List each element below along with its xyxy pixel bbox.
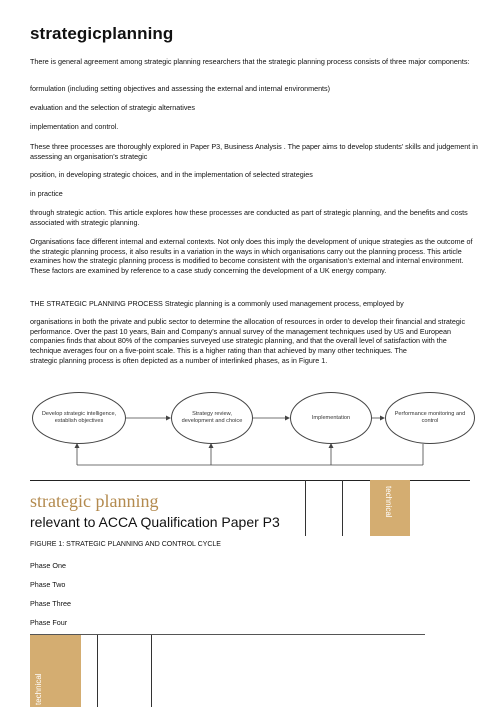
paragraph: through strategic action. This article explores how these processes are conducted as part of strategic planning, and the benefits and costs associated with strategic planning. [30, 208, 468, 227]
phase-label: Phase Three [30, 599, 72, 608]
technical-tab [370, 480, 410, 536]
paragraph: THE STRATEGIC PLANNING PROCESS Strategic planning is a commonly used management process, employed by [30, 299, 404, 308]
footer-divider [97, 635, 98, 707]
phase-label: Phase Four [30, 618, 68, 627]
phase-label: Phase One [30, 561, 66, 570]
footer-technical-tab-label: technical [34, 673, 43, 705]
footer-divider [151, 635, 152, 707]
paragraph: These three processes are thoroughly explored in Paper P3, Business Analysis . The paper aims to develop students’ skills and judgement in assessing an organisation’s strategic [30, 142, 478, 161]
figure-caption: FIGURE 1: STRATEGIC PLANNING AND CONTROL CYCLE [30, 541, 221, 548]
page-title: strategicplanning [30, 24, 174, 43]
banner-divider [305, 480, 306, 536]
oval-strategy-review: Strategy review, development and choice [171, 392, 253, 444]
strategic-planning-cycle-diagram [30, 370, 476, 480]
oval-performance-monitoring: Performance monitoring and control [385, 392, 475, 444]
paragraph: Organisations face different internal and external contexts. Not only does this imply the development of unique strategies as the outcome of the strategic planning process, it also results in a variation in the ways in which organisations carry out the planning process. This article examines how the strategic planning process is modified to become consistent with the organisation’s external and internal environment. These factors are examined by reference to a case study concerning the development of a UK energy company. [30, 237, 473, 275]
oval-implementation: Implementation [290, 392, 372, 444]
banner-title: strategic planning [30, 491, 159, 511]
oval-develop-strategic-intelligence: Develop strategic intelligence, establish objectives [32, 392, 126, 444]
paragraph: position, in developing strategic choices, and in the implementation of selected strategies [30, 170, 313, 179]
paragraph: strategic planning process is often depicted as a number of interlinked phases, as in Figure 1. [30, 356, 328, 365]
phase-label: Phase Two [30, 580, 66, 589]
footer-technical-tab [30, 635, 81, 707]
banner-subtitle: relevant to ACCA Qualification Paper P3 [30, 514, 280, 530]
paragraph: in practice [30, 189, 63, 198]
paragraph: implementation and control. [30, 122, 119, 131]
footer-rule [30, 634, 425, 635]
technical-tab-label: technical [384, 486, 393, 518]
paragraph: evaluation and the selection of strategic alternatives [30, 103, 196, 112]
paragraph: organisations in both the private and public sector to determine the allocation of resources in order to develop their financial and strategic performance. Over the past 10 years, Bain and Company’s annual survey of the management techniques used by US and European companies finds that about 80% of the companies surveyed use strategic planning, and that the overall level of satisfaction with the technique averages four on a five-point scale. This is a higher rating than that achieved by many other techniques. The [30, 317, 466, 355]
paragraph: formulation (including setting objectives and assessing the external and internal environments) [30, 84, 331, 93]
banner-divider [342, 480, 343, 536]
paragraph: There is general agreement among strategic planning researchers that the strategic planning process consists of three major components: [30, 57, 470, 66]
